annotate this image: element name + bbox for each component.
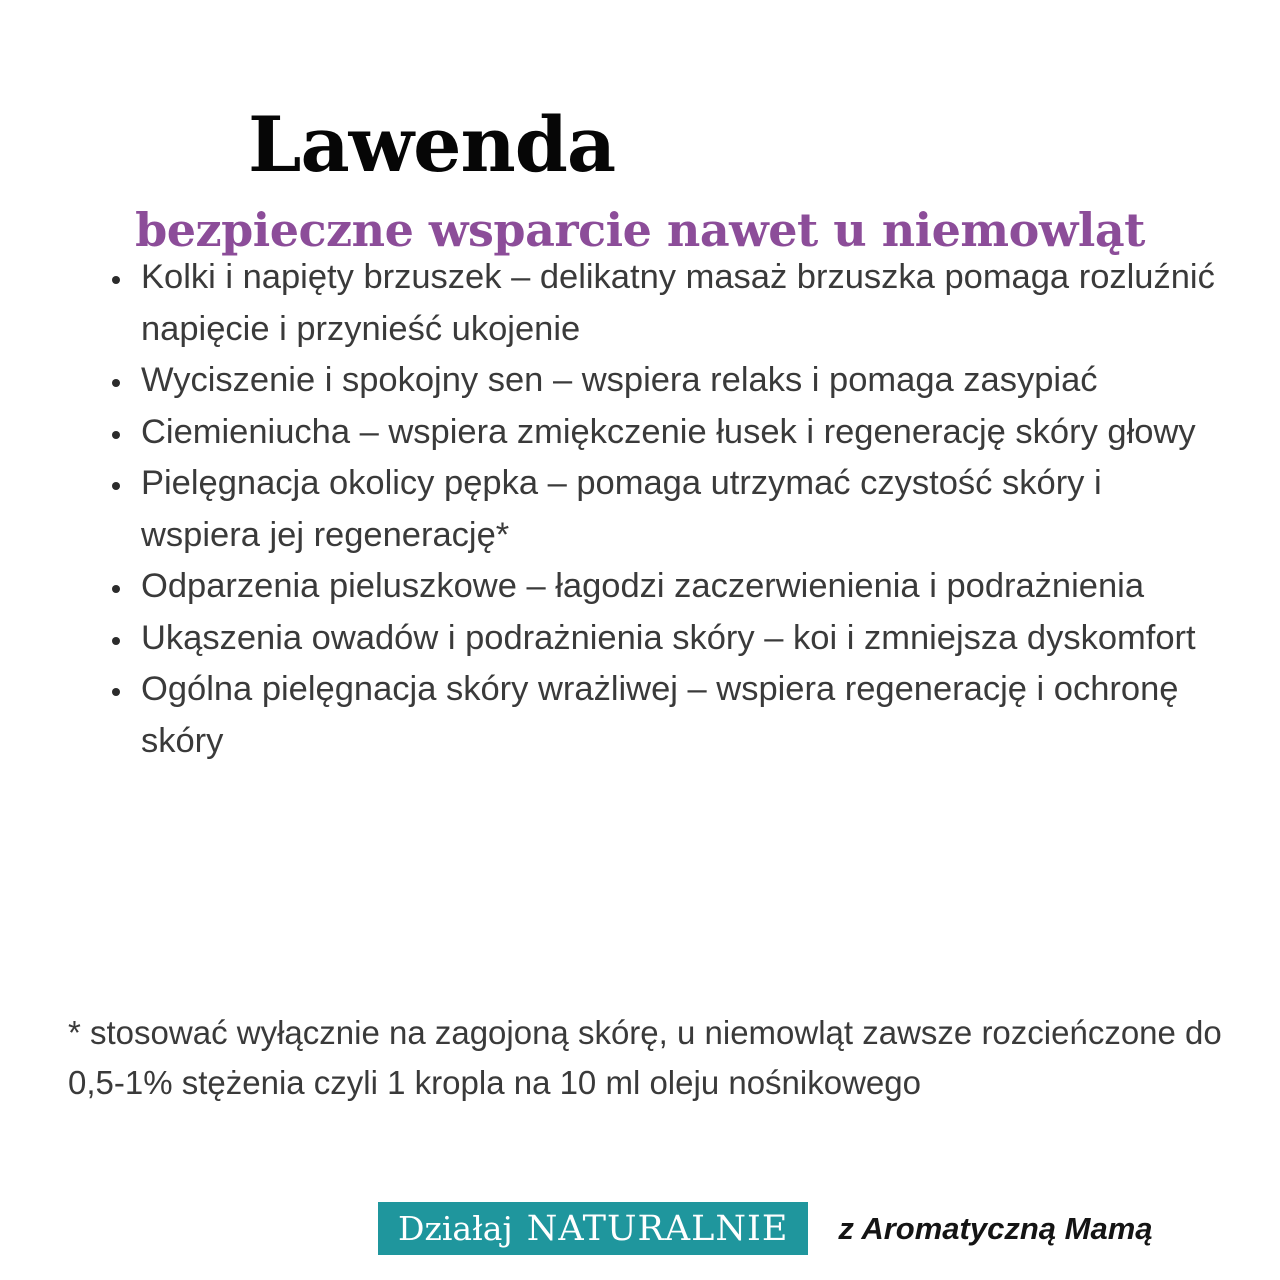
list-item: • Wyciszenie i spokojny sen – wspiera relaks i pomaga zasypiać	[135, 355, 1225, 407]
page-title: Lawenda	[248, 99, 616, 189]
list-item: • Ukąszenia owadów i podrażnienia skóry – koi i zmniejsza dyskomfort	[135, 613, 1225, 665]
brand-badge-word-dzialaj: Działaj	[398, 1209, 513, 1248]
list-item: • Ogólna pielęgnacja skóry wrażliwej – wspiera regenerację i ochronę skóry	[135, 664, 1225, 767]
footer	[378, 1202, 1153, 1255]
list-item: • Kolki i napięty brzuszek – delikatny masaż brzuszka pomaga rozluźnić napięcie i przynieść ukojenie	[135, 252, 1225, 355]
benefits-list	[0, 252, 1280, 767]
footnote: * stosować wyłącznie na zagojoną skórę, u niemowląt zawsze rozcieńczone do 0,5-1% stężenia czyli 1 kropla na 10 ml oleju nośnikowego	[68, 1014, 1222, 1101]
list-item: • Ciemieniucha – wspiera zmiękczenie łusek i regenerację skóry głowy	[135, 407, 1225, 459]
list-item: • Pielęgnacja okolicy pępka – pomaga utrzymać czystość skóry i wspiera jej regenerację*	[135, 458, 1225, 561]
list-item: • Odparzenia pieluszkowe – łagodzi zaczerwienienia i podrażnienia	[135, 561, 1225, 613]
brand-badge	[378, 1202, 808, 1255]
page-subtitle: bezpieczne wsparcie nawet u niemowląt	[135, 203, 1145, 258]
brand-tagline: z Aromatyczną Mamą	[838, 1210, 1153, 1246]
brand-badge-word-naturalnie: NATURALNIE	[526, 1208, 789, 1249]
